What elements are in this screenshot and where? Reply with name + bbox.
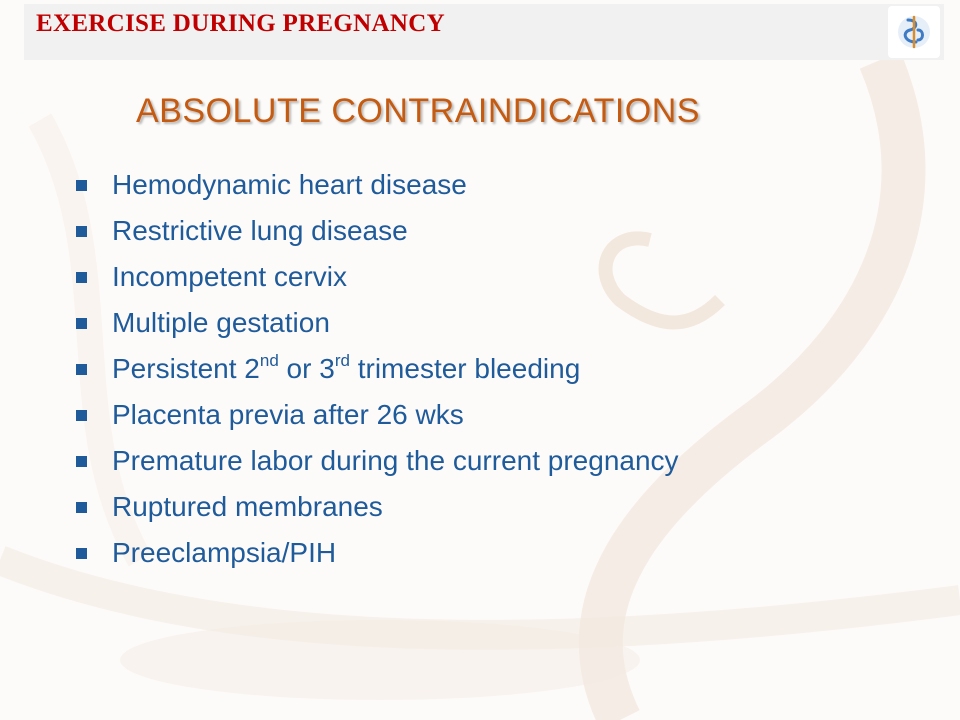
list-item-text: Multiple gestation bbox=[112, 307, 330, 338]
slide-title: ABSOLUTE CONTRAINDICATIONS bbox=[136, 92, 700, 130]
header-title: EXERCISE DURING PREGNANCY bbox=[36, 10, 445, 37]
list-item-text: Hemodynamic heart disease bbox=[112, 169, 467, 200]
square-bullet-icon bbox=[76, 456, 87, 467]
list-item bbox=[76, 492, 776, 522]
list-item-text: Premature labor during the current pregnancy bbox=[112, 445, 679, 476]
list-item-text: Ruptured membranes bbox=[112, 491, 383, 522]
list-item bbox=[76, 262, 776, 292]
square-bullet-icon bbox=[76, 548, 87, 559]
square-bullet-icon bbox=[76, 410, 87, 421]
list-item-text: Restrictive lung disease bbox=[112, 215, 408, 246]
square-bullet-icon bbox=[76, 364, 87, 375]
list-item-text: Incompetent cervix bbox=[112, 261, 347, 292]
text-part: Persistent 2 bbox=[112, 353, 260, 384]
list-item bbox=[76, 308, 776, 338]
list-item bbox=[76, 170, 776, 200]
list-item bbox=[76, 538, 776, 568]
text-part: or 3 bbox=[278, 353, 335, 384]
square-bullet-icon bbox=[76, 502, 87, 513]
square-bullet-icon bbox=[76, 272, 87, 283]
square-bullet-icon bbox=[76, 180, 87, 191]
list-item bbox=[76, 446, 776, 476]
ordinal-suffix: rd bbox=[334, 350, 350, 370]
list-item bbox=[76, 216, 776, 246]
ordinal-suffix: nd bbox=[259, 350, 279, 370]
list-item bbox=[76, 350, 776, 384]
list-item-text: Placenta previa after 26 wks bbox=[112, 399, 464, 430]
list-item bbox=[76, 400, 776, 430]
medical-caduceus-logo-icon bbox=[888, 6, 940, 58]
list-item-text: Preeclampsia/PIH bbox=[112, 537, 337, 568]
square-bullet-icon bbox=[76, 226, 87, 237]
text-part: trimester bleeding bbox=[349, 353, 581, 384]
contraindications-list bbox=[76, 170, 776, 584]
square-bullet-icon bbox=[76, 318, 87, 329]
list-item-text bbox=[112, 350, 776, 384]
